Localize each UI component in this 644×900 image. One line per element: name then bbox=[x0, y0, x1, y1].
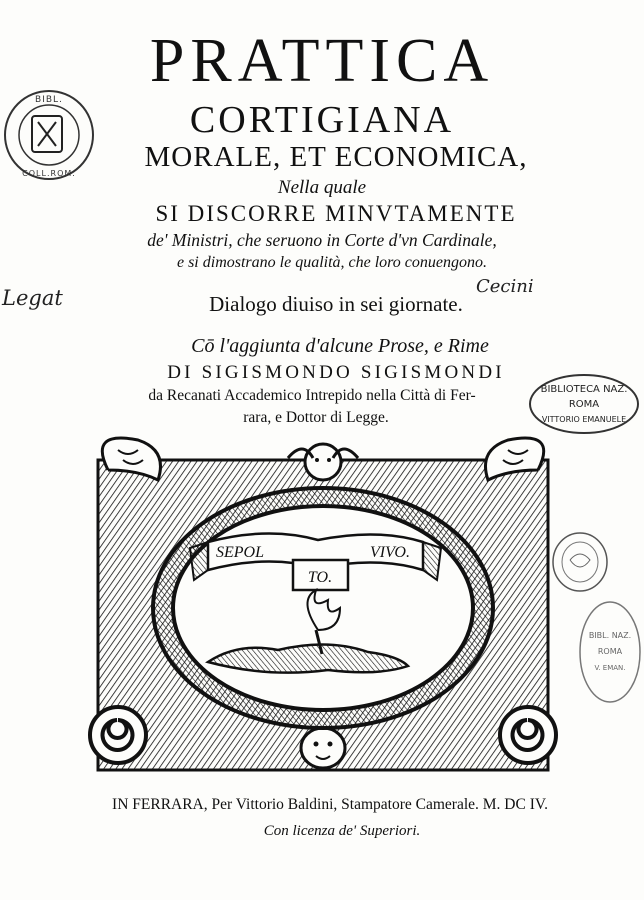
printers-device-woodcut bbox=[78, 430, 568, 780]
subtitle-line-3: e si dimostrano le qualità, che loro conuengono. bbox=[176, 254, 488, 271]
imprint-line: IN FERRARA, Per Vittorio Baldini, Stampatore Camerale. M. DC IV. bbox=[112, 796, 548, 813]
library-stamp-faded bbox=[578, 598, 642, 706]
author-name: DI SIGISMONDO SIGISMONDI bbox=[167, 362, 505, 383]
subtitle-line-2: de' Ministri, che seruono in Corte d'vn Cardinale, bbox=[147, 230, 497, 250]
svg-text:ROMA: ROMA bbox=[568, 399, 600, 410]
title-line-1: PRATTICA bbox=[149, 27, 495, 95]
author-description-1: da Recanati Accademico Intrepido nella Città di Fer- bbox=[148, 387, 476, 404]
subtitle-intro: Nella quale bbox=[277, 177, 367, 198]
handwritten-note-left: Legat bbox=[2, 286, 63, 310]
svg-text:BIBL.: BIBL. bbox=[35, 95, 63, 105]
svg-text:COLL.ROM.: COLL.ROM. bbox=[22, 169, 76, 178]
handwritten-note-right: Cecini bbox=[476, 276, 534, 297]
license-line: Con licenza de' Superiori. bbox=[263, 823, 421, 839]
dialogue-description: Dialogo diuiso in sei giornate. bbox=[209, 292, 463, 316]
motto-left: SEPOL bbox=[216, 544, 264, 561]
title-line-2: CORTIGIANA bbox=[189, 99, 455, 141]
svg-text:VITTORIO EMANUELE: VITTORIO EMANUELE bbox=[541, 415, 627, 424]
motto-right: VIVO. bbox=[370, 544, 410, 561]
author-description-2: rara, e Dottor di Legge. bbox=[243, 409, 389, 426]
svg-text:ROMA: ROMA bbox=[597, 647, 623, 656]
motto-middle: TO. bbox=[307, 569, 333, 586]
title-line-3: MORALE, ET ECONOMICA, bbox=[144, 141, 528, 173]
svg-text:V. EMAN.: V. EMAN. bbox=[594, 664, 626, 672]
subtitle-line-1: SI DISCORRE MINVTAMENTE bbox=[155, 201, 517, 226]
svg-text:BIBLIOTECA NAZ.: BIBLIOTECA NAZ. bbox=[540, 384, 628, 395]
svg-text:BIBL. NAZ.: BIBL. NAZ. bbox=[588, 631, 632, 640]
additions-line: Cō l'aggiunta d'alcune Prose, e Rime bbox=[191, 335, 489, 357]
